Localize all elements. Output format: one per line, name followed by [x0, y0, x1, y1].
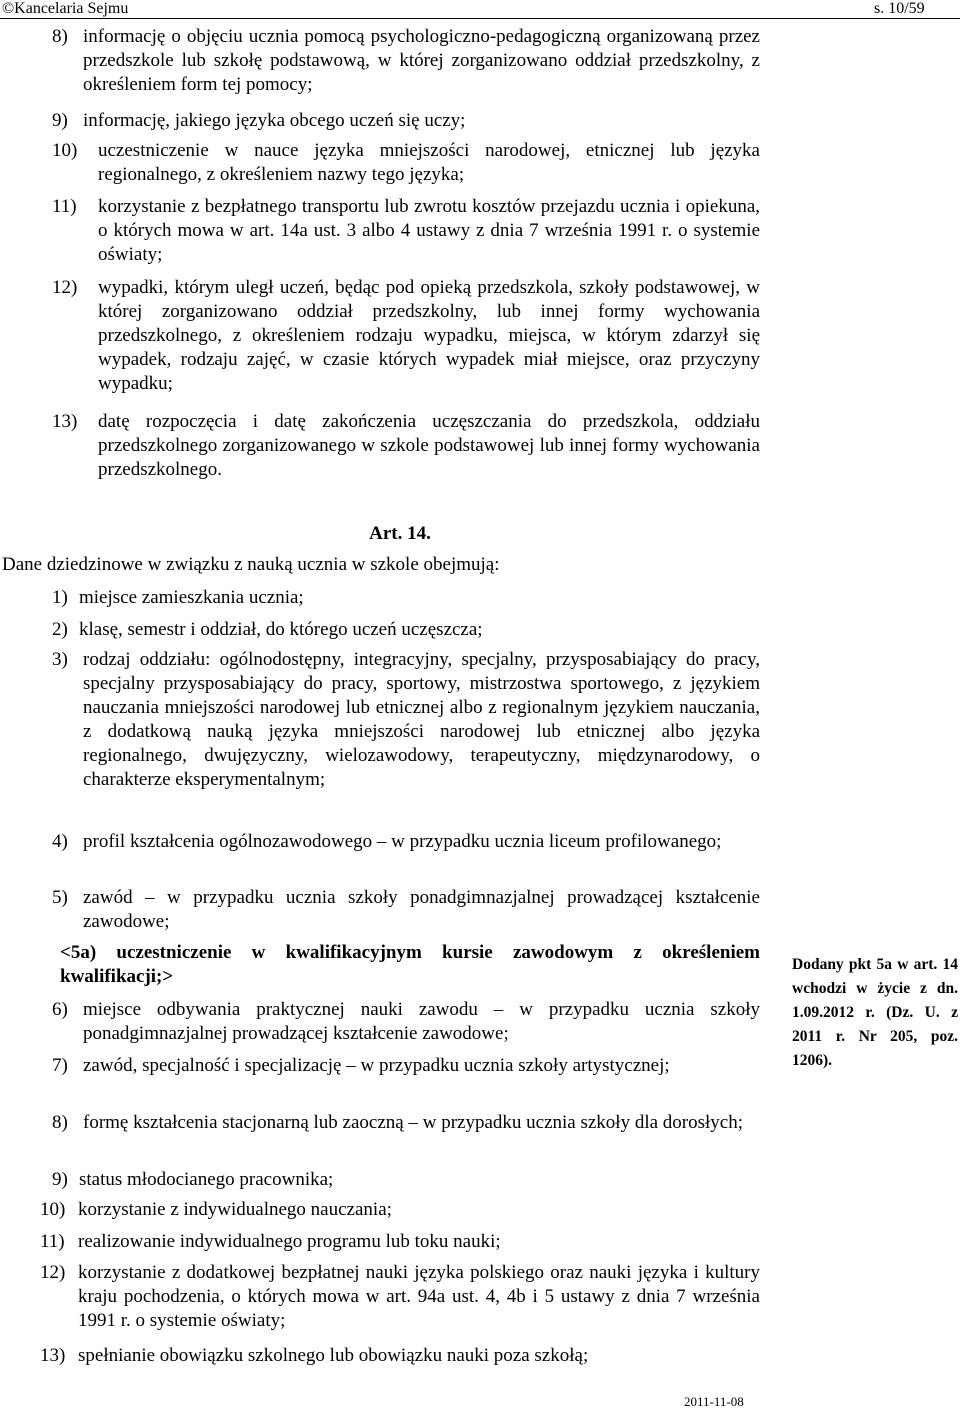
item-number: 13) [52, 411, 78, 432]
list2-item-9 [52, 1168, 760, 1192]
list1-item-9 [52, 109, 760, 133]
item-text: uczestniczenie w nauce języka mniejszości narodowej, etnicznej lub języka regionalnego, z określeniem nazwy tego języka; [98, 140, 760, 185]
item-text: klasę, semestr i oddział, do którego uczeń uczęszcza; [79, 619, 483, 640]
item-number: 2) [52, 619, 68, 640]
list2-item-5 [52, 886, 760, 934]
item-text: informację o objęciu ucznia pomocą psychologiczno-pedagogiczną organizowaną przez przedszkole lub szkołę podstawową, w której zorganizowano oddział przedszkolny, z określeniem form tej pomocy; [83, 26, 760, 95]
item-text: datę rozpoczęcia i datę zakończenia uczęszczania do przedszkola, oddziału przedszkolnego zorganizowanego w szkole podstawowej lub innej formy wychowania przedszkolnego. [98, 411, 760, 480]
item-text: miejsce zamieszkania ucznia; [79, 587, 304, 608]
item-text: korzystanie z bezpłatnego transportu lub zwrotu kosztów przejazdu ucznia i opiekuna, o których mowa w art. 14a ust. 3 albo 4 ustawy z dnia 7 września 1991 r. o systemie oświaty; [98, 196, 760, 265]
item-number: 8) [52, 1112, 68, 1133]
list2-item-8 [52, 1111, 760, 1135]
list2-item-7 [52, 1054, 760, 1078]
margin-note: Dodany pkt 5a w art. 14 wchodzi w życie z dn. 1.09.2012 r. (Dz. U. z 2011 r. Nr 205, poz. 1206). [792, 956, 958, 1069]
list1-item-12 [52, 276, 760, 396]
list2-item-5a [60, 941, 760, 989]
list2-item-12 [40, 1261, 760, 1333]
item-number: 13) [40, 1345, 66, 1366]
item-number: 1) [52, 587, 68, 608]
list2-item-3 [52, 648, 760, 792]
item-number: 11) [40, 1231, 65, 1252]
list1-item-8 [52, 25, 760, 97]
item-number: 11) [52, 196, 77, 217]
list2-item-2 [52, 618, 760, 642]
item-number: 4) [52, 831, 68, 852]
item-number: 12) [52, 277, 78, 298]
item-text: korzystanie z dodatkowej bezpłatnej nauki języka polskiego oraz nauki języka i kultury kraju pochodzenia, o których mowa w art. 94a ust. 4, 4b i 5 ustawy z dnia 7 września 1991 r. o systemie oświaty; [78, 1262, 760, 1331]
item-text: korzystanie z indywidualnego nauczania; [78, 1199, 392, 1220]
list2-item-13 [40, 1344, 760, 1368]
item-text: zawód, specjalność i specjalizację – w przypadku ucznia szkoły artystycznej; [83, 1055, 670, 1076]
list2-item-1 [52, 586, 760, 610]
list1-item-11 [52, 195, 760, 267]
list2-item-6 [52, 998, 760, 1046]
item-text: formę kształcenia stacjonarną lub zaoczną – w przypadku ucznia szkoły dla dorosłych; [83, 1112, 743, 1133]
item-number: 10) [40, 1199, 66, 1220]
footer-date: 2011-11-08 [684, 1394, 744, 1409]
header-divider [0, 18, 960, 19]
item-number: 10) [52, 140, 78, 161]
item-text: profil kształcenia ogólnozawodowego – w przypadku ucznia liceum profilowanego; [83, 831, 722, 852]
item-number: 5) [52, 887, 68, 908]
item-text: miejsce odbywania praktycznej nauki zawodu – w przypadku ucznia szkoły ponadgimnazjalnej prowadzącej kształcenie zawodowe; [83, 999, 760, 1044]
header-page-number: s. 10/59 [874, 0, 925, 17]
list2-item-10 [40, 1198, 760, 1222]
list2-item-11 [40, 1230, 760, 1254]
item-number: 12) [40, 1262, 66, 1283]
list1-item-13 [52, 410, 760, 482]
item-text: spełnianie obowiązku szkolnego lub obowiązku nauki poza szkołą; [78, 1345, 589, 1366]
item-number: 7) [52, 1055, 68, 1076]
item-number: 6) [52, 999, 68, 1020]
item-text: zawód – w przypadku ucznia szkoły ponadgimnazjalnej prowadzącej kształcenie zawodowe; [83, 887, 760, 932]
item-number: 9) [52, 110, 68, 131]
item-number: 3) [52, 649, 68, 670]
list1-item-10 [52, 139, 760, 187]
item-text: wypadki, którym uległ uczeń, będąc pod opieką przedszkola, szkoły podstawowej, w której zorganizowano oddział przedszkolny, lub innej formy wychowania przedszkolnego, z określeniem rodzaju wypadku, miejsca, w którym zdarzył się wypadek, rodzaju zajęć, w czasie których wypadek miał miejsce, oraz przyczyny wypadku; [98, 277, 760, 394]
item-text: realizowanie indywidualnego programu lub toku nauki; [78, 1231, 501, 1252]
article-heading: Art. 14. [369, 523, 431, 544]
item-text: <5a) uczestniczenie w kwalifikacyjnym kursie zawodowym z określeniem kwalifikacji;> [60, 942, 760, 987]
item-number: 8) [52, 26, 68, 47]
list2-item-4 [52, 830, 760, 854]
article-intro: Dane dziedzinowe w związku z nauką ucznia w szkole obejmują: [2, 554, 500, 575]
item-number: 9) [52, 1169, 68, 1190]
item-text: rodzaj oddziału: ogólnodostępny, integracyjny, specjalny, przysposabiający do pracy, specjalny przysposabiający do pracy, sportowy, mistrzostwa sportowego, z językiem nauczania mniejszości narodowej lub etnicznej albo z regionalnym językiem nauczania, z dodatkową nauką języka mniejszości narodowej lub etnicznej albo języka regionalnego, dwujęzyczny, wielozawodowy, terapeutyczny, międzynarodowy, o charakterze eksperymentalnym; [83, 649, 760, 790]
header-source: ©Kancelaria Sejmu [2, 0, 129, 17]
item-text: status młodocianego pracownika; [79, 1169, 334, 1190]
item-text: informację, jakiego języka obcego uczeń się uczy; [83, 110, 466, 131]
